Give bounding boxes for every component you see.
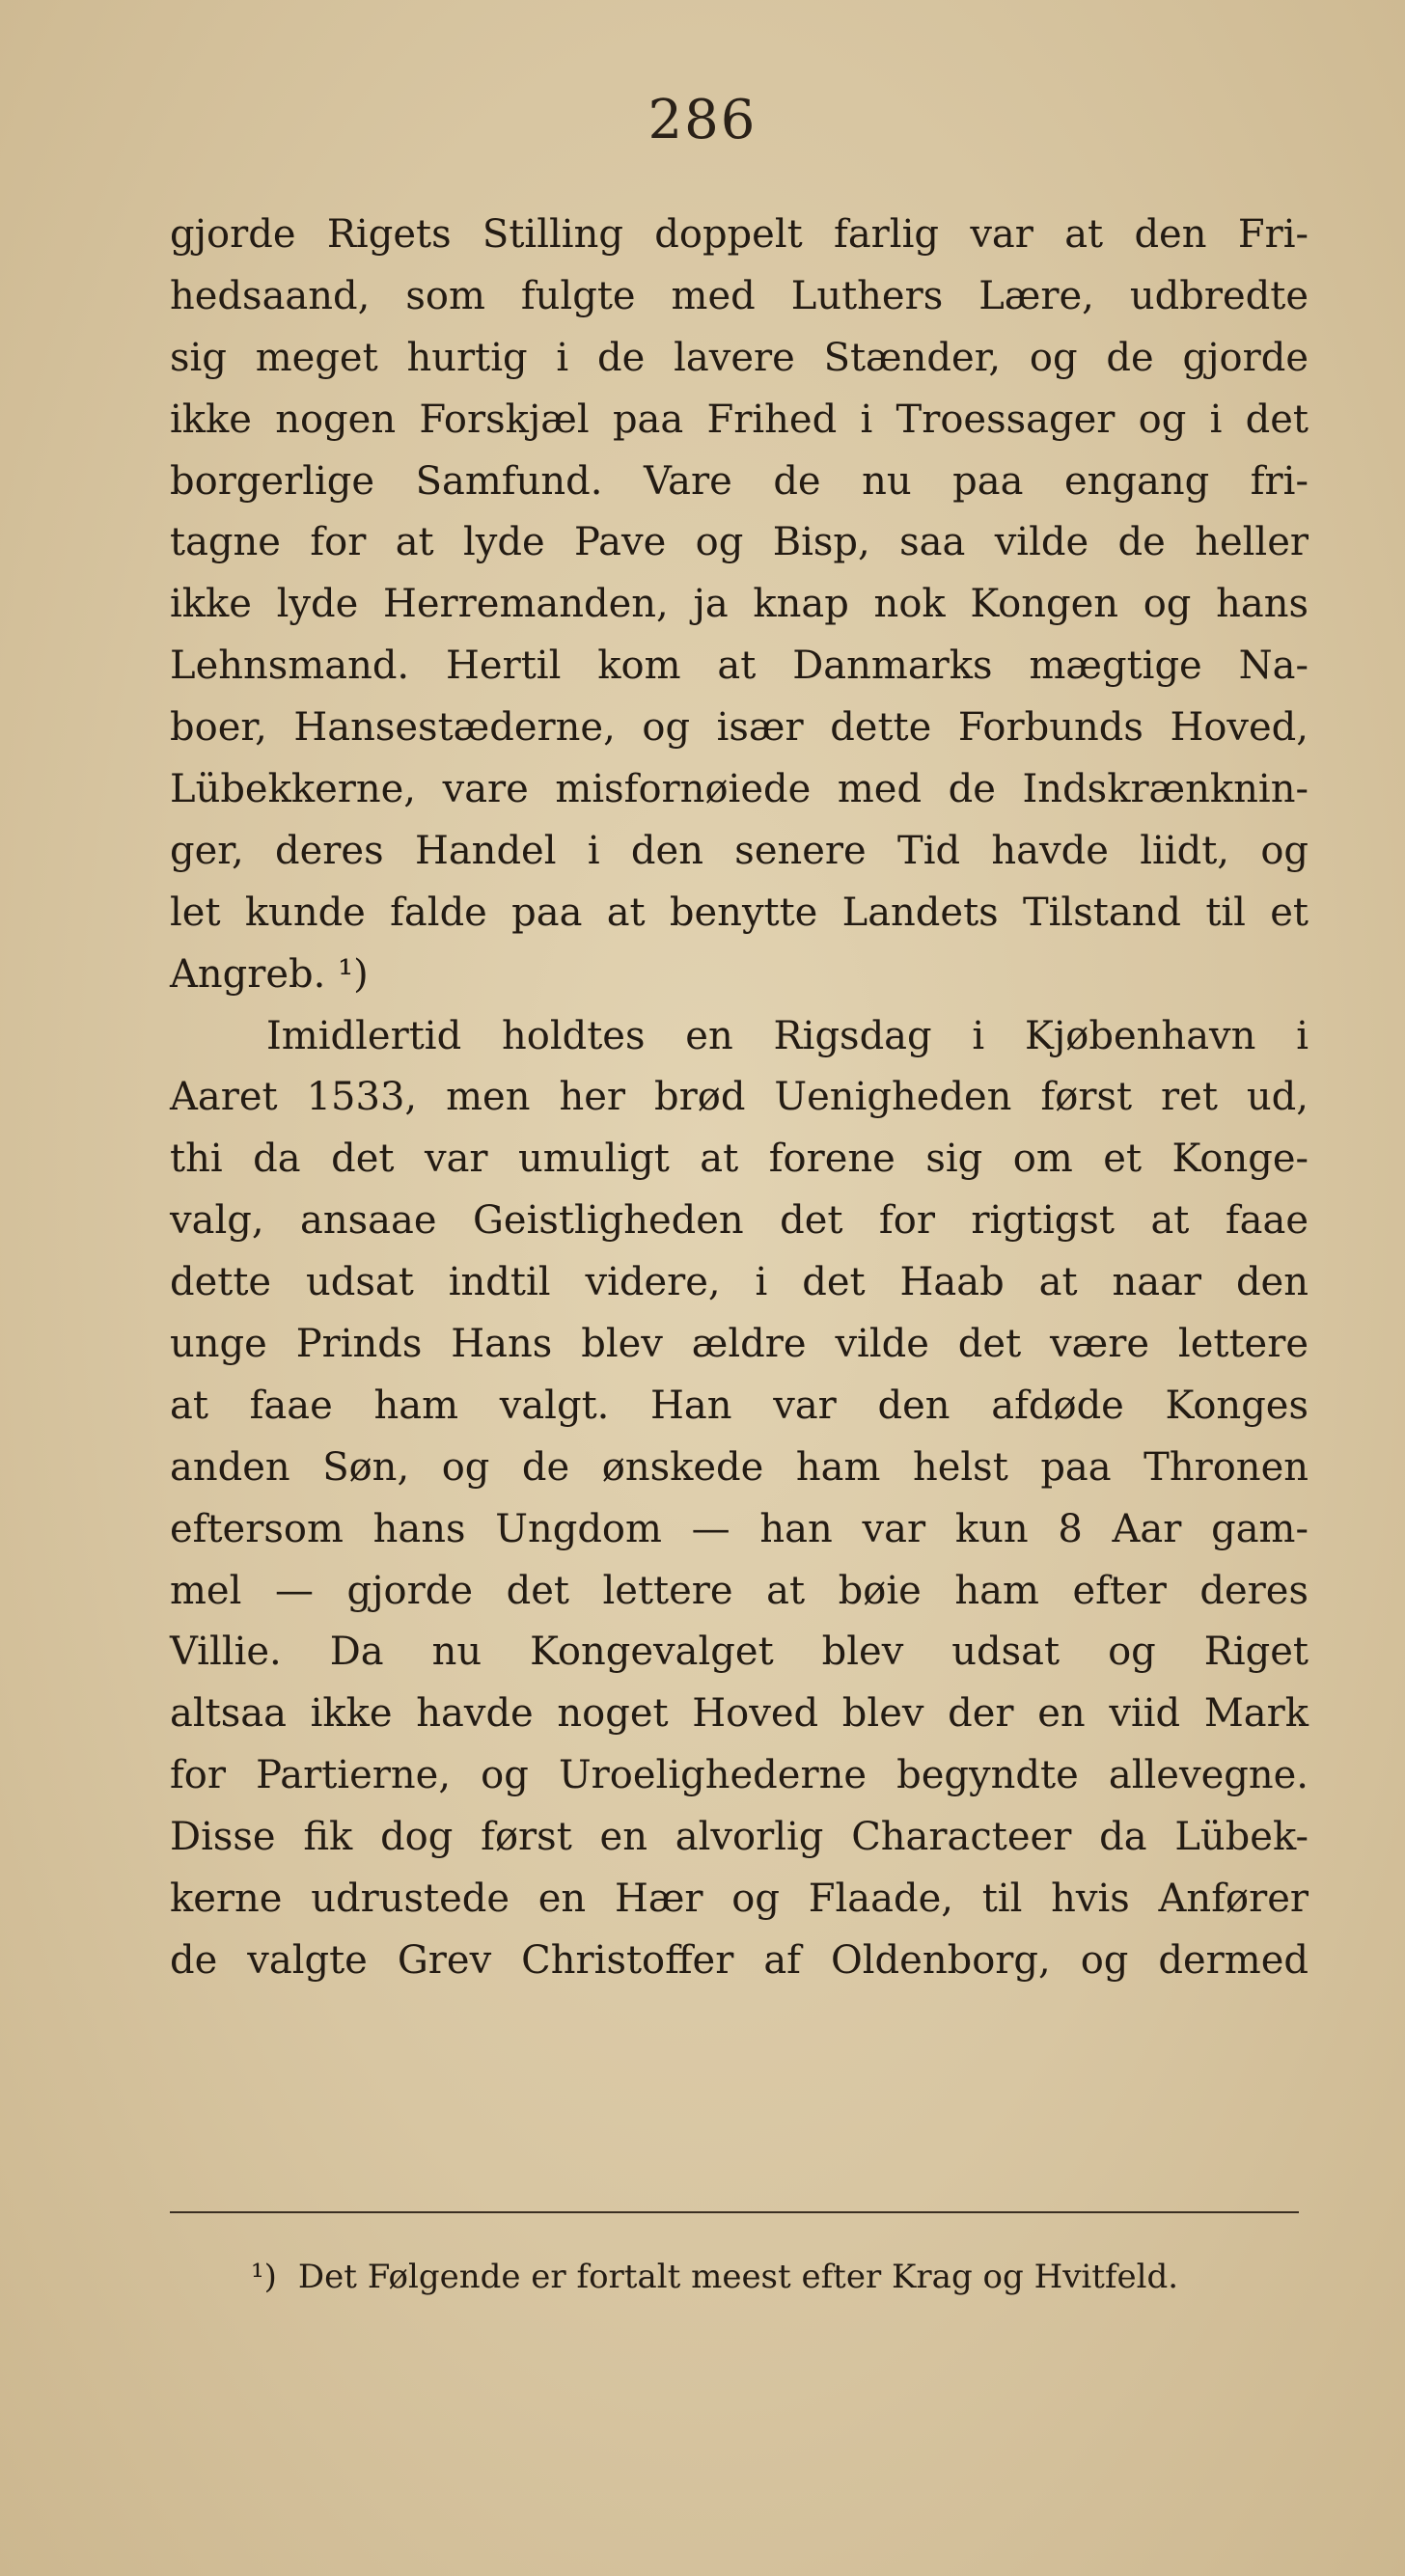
text-line: sig meget hurtig i de lavere Stænder, og de gjorde bbox=[170, 335, 1309, 380]
text-line: boer, Hansestæderne, og især dette Forbunds Hoved, bbox=[170, 705, 1309, 751]
text-line: Disse fik dog først en alvorlig Characteer da Lübek- bbox=[170, 1815, 1309, 1860]
text-line: Villie. Da nu Kongevalget blev udsat og Riget bbox=[170, 1630, 1309, 1675]
text-line: eftersom hans Ungdom — han var kun 8 Aar gam- bbox=[170, 1506, 1309, 1551]
text-line: hedsaand, som fulgte med Luthers Lære, udbredte bbox=[170, 273, 1309, 318]
text-line: borgerlige Samfund. Vare de nu paa engang fri- bbox=[170, 458, 1309, 504]
text-line: anden Søn, og de ønskede ham helst paa Thronen bbox=[170, 1444, 1309, 1490]
text-line: Angreb. ¹) bbox=[170, 951, 369, 997]
footnote-divider bbox=[170, 2211, 1299, 2213]
text-line: ikke lyde Herremanden, ja knap nok Kongen og hans bbox=[170, 582, 1309, 627]
text-line: altsaa ikke havde noget Hoved blev der en viid Mark bbox=[170, 1691, 1309, 1737]
text-line: at faae ham valgt. Han var den afdøde Konges bbox=[170, 1383, 1309, 1428]
paragraph-start-line: Imidlertid holdtes en Rigsdag i Kjøbenhavn i bbox=[266, 1013, 1309, 1058]
footnote-marker: ¹) bbox=[251, 2258, 277, 2296]
text-line: de valgte Grev Christoffer af Oldenborg, og dermed bbox=[170, 1937, 1309, 1983]
text-line: for Partierne, og Uroelighederne begyndte allevegne. bbox=[170, 1753, 1309, 1798]
text-line: Lübekkerne, vare misfornøiede med de Indskrænknin- bbox=[170, 767, 1309, 812]
text-line: dette udsat indtil videre, i det Haab at naar den bbox=[170, 1260, 1309, 1305]
footnote bbox=[251, 2248, 1312, 2306]
text-line: ikke nogen Forskjæl paa Frihed i Troessager og i det bbox=[170, 397, 1309, 442]
text-line: Lehnsmand. Hertil kom at Danmarks mægtige Na- bbox=[170, 644, 1309, 689]
text-line: gjorde Rigets Stilling doppelt farlig var at den Fri- bbox=[170, 212, 1309, 257]
text-line: let kunde falde paa at benytte Landets Tilstand til et bbox=[170, 890, 1309, 935]
footnote-text: Det Følgende er fortalt meest efter Krag og Hvitfeld. bbox=[297, 2258, 1179, 2296]
text-line: ger, deres Handel i den senere Tid havde liidt, og bbox=[170, 828, 1309, 873]
text-line: Aaret 1533, men her brød Uenigheden først ret ud, bbox=[170, 1075, 1309, 1120]
text-line: valg, ansaae Geistligheden det for rigtigst at faae bbox=[170, 1198, 1309, 1244]
text-line: unge Prinds Hans blev ældre vilde det være lettere bbox=[170, 1322, 1309, 1367]
text-line: thi da det var umuligt at forene sig om et Konge- bbox=[170, 1137, 1309, 1182]
page-number: 286 bbox=[647, 89, 758, 151]
text-line: mel — gjorde det lettere at bøie ham efter deres bbox=[170, 1568, 1309, 1613]
body-text bbox=[170, 205, 1309, 1992]
text-line: tagne for at lyde Pave og Bisp, saa vilde de heller bbox=[170, 520, 1309, 565]
text-line: kerne udrustede en Hær og Flaade, til hvis Anfører bbox=[170, 1877, 1309, 1922]
